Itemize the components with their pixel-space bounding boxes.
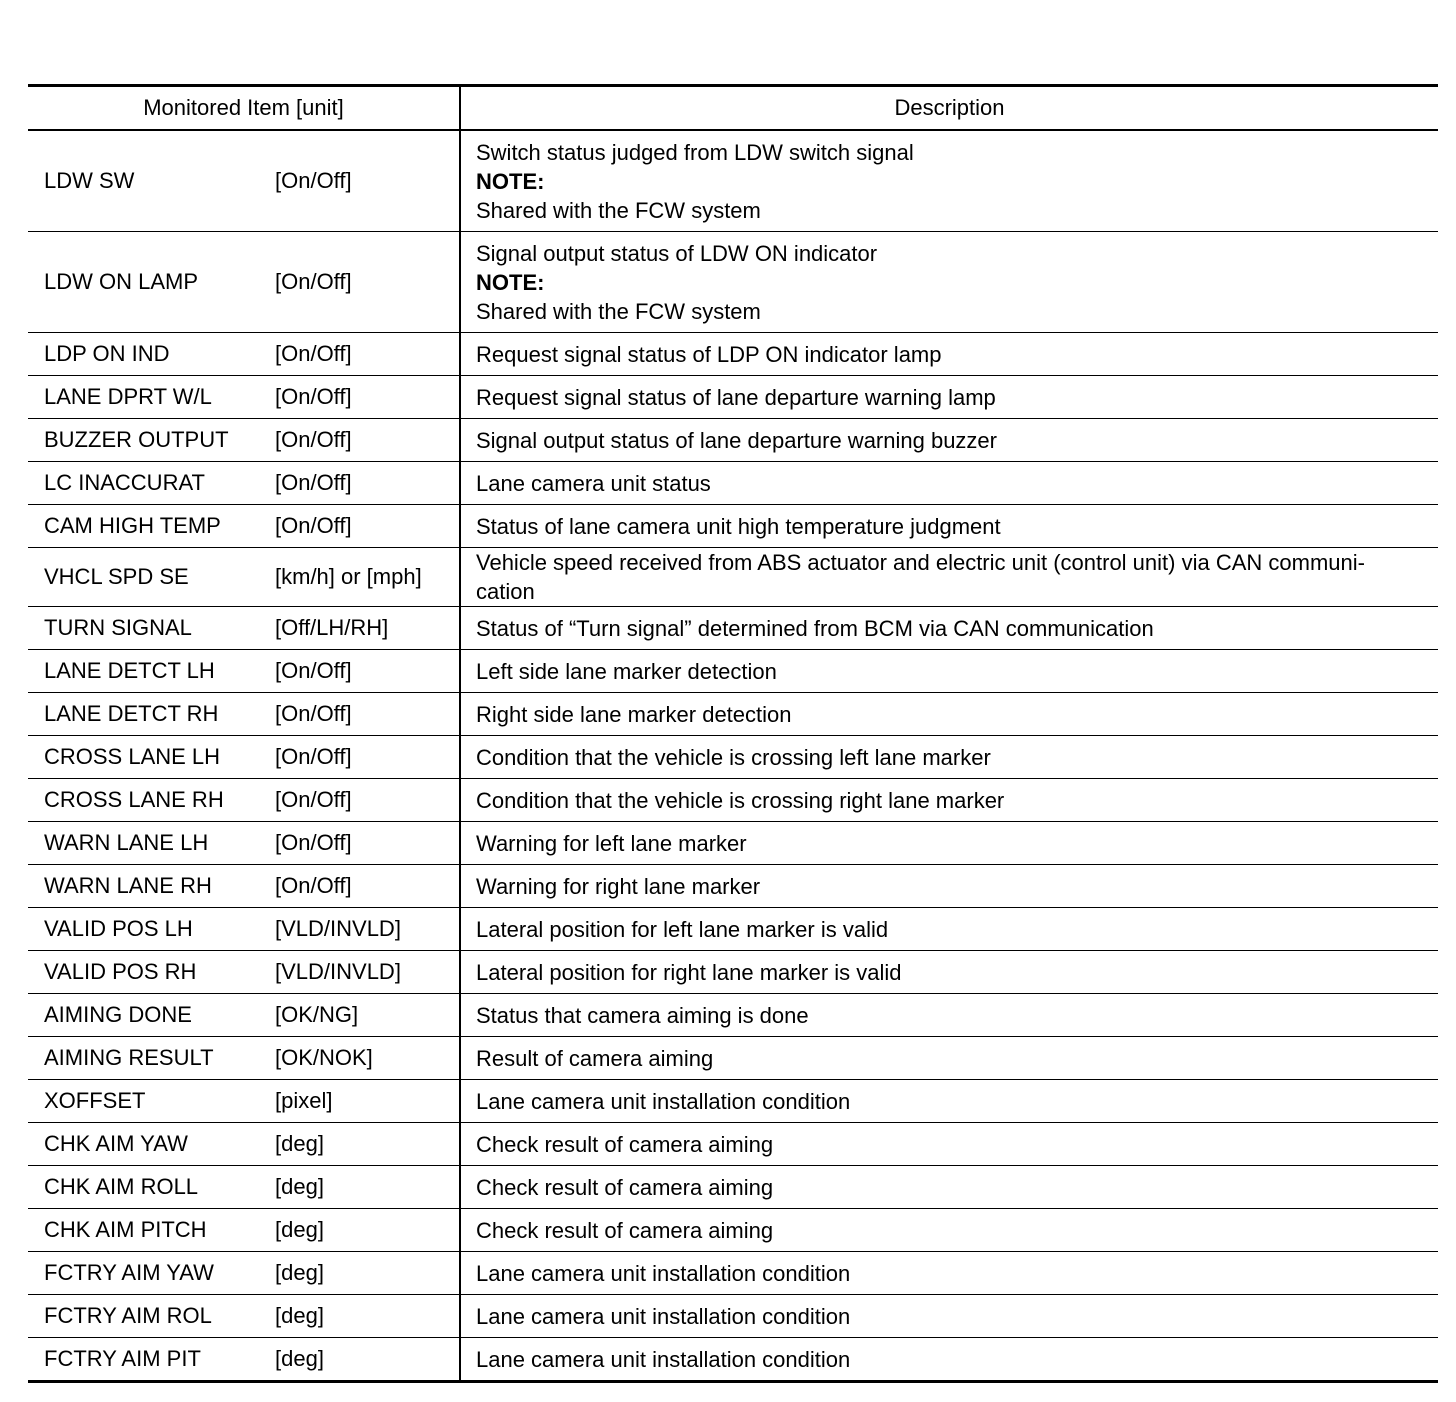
table-row (28, 865, 1438, 908)
description-cell: Check result of camera aiming (460, 1209, 1438, 1252)
item-name: FCTRY AIM PIT (44, 1346, 201, 1371)
item-name: CAM HIGH TEMP (44, 513, 221, 538)
item-unit: [Off/LH/RH] (275, 615, 389, 640)
item-unit: [pixel] (275, 1088, 333, 1113)
description-cell: Lateral position for right lane marker is valid (460, 951, 1438, 994)
item-cell (28, 951, 460, 994)
description-cell: Right side lane marker detection (460, 693, 1438, 736)
table-row (28, 693, 1438, 736)
description-text-cont: cation (476, 579, 535, 604)
item-name: FCTRY AIM ROL (44, 1303, 212, 1328)
description-cell: Request signal status of lane departure warning lamp (460, 376, 1438, 419)
item-cell (28, 865, 460, 908)
item-cell (28, 1166, 460, 1209)
item-unit: [VLD/INVLD] (275, 916, 401, 941)
item-cell (28, 232, 460, 333)
item-unit: [deg] (275, 1346, 324, 1371)
item-cell (28, 1295, 460, 1338)
table-row (28, 822, 1438, 865)
item-unit: [On/Off] (275, 384, 352, 409)
item-unit: [On/Off] (275, 470, 352, 495)
table-row (28, 607, 1438, 650)
item-unit: [On/Off] (275, 269, 352, 294)
item-cell (28, 779, 460, 822)
description-text: Switch status judged from LDW switch signal (476, 139, 914, 165)
description-cell: Lateral position for left lane marker is valid (460, 908, 1438, 951)
item-cell (28, 607, 460, 650)
note-label: NOTE: (476, 168, 545, 194)
item-cell (28, 505, 460, 548)
item-unit: [On/Off] (275, 830, 352, 855)
description-cell (460, 232, 1438, 333)
item-unit: [VLD/INVLD] (275, 959, 401, 984)
item-cell (28, 130, 460, 232)
item-cell (28, 1080, 460, 1123)
item-name: CHK AIM YAW (44, 1131, 188, 1156)
item-unit: [On/Off] (275, 873, 352, 898)
item-unit: [On/Off] (275, 168, 352, 193)
table-row (28, 1080, 1438, 1123)
item-name: VALID POS RH (44, 959, 197, 984)
item-cell (28, 908, 460, 951)
item-cell (28, 376, 460, 419)
item-unit: [deg] (275, 1174, 324, 1199)
table-row (28, 779, 1438, 822)
description-cell: Status of “Turn signal” determined from BCM via CAN communication (460, 607, 1438, 650)
table-row (28, 908, 1438, 951)
item-cell (28, 994, 460, 1037)
item-unit: [On/Off] (275, 341, 352, 366)
item-cell (28, 822, 460, 865)
description-cell: Lane camera unit installation condition (460, 1295, 1438, 1338)
item-name: LANE DETCT RH (44, 701, 219, 726)
item-unit: [OK/NG] (275, 1002, 359, 1027)
item-cell (28, 650, 460, 693)
table-row (28, 1252, 1438, 1295)
item-name: CHK AIM PITCH (44, 1217, 207, 1242)
description-cell: Status that camera aiming is done (460, 994, 1438, 1037)
description-cell: Check result of camera aiming (460, 1123, 1438, 1166)
item-name: WARN LANE RH (44, 873, 212, 898)
description-cell: Check result of camera aiming (460, 1166, 1438, 1209)
item-name: LC INACCURAT (44, 470, 205, 495)
item-name: BUZZER OUTPUT (44, 427, 229, 452)
item-name: AIMING RESULT (44, 1045, 214, 1070)
item-unit: [deg] (275, 1131, 324, 1156)
item-cell (28, 693, 460, 736)
table-row (28, 1166, 1438, 1209)
item-unit: [deg] (275, 1260, 324, 1285)
item-unit: [On/Off] (275, 658, 352, 683)
description-cell: Warning for left lane marker (460, 822, 1438, 865)
item-name: LDP ON IND (44, 341, 170, 366)
item-unit: [On/Off] (275, 701, 352, 726)
item-name: AIMING DONE (44, 1002, 192, 1027)
header-monitored-item: Monitored Item [unit] (28, 86, 460, 131)
description-cell (460, 130, 1438, 232)
table-row (28, 505, 1438, 548)
table-row (28, 1295, 1438, 1338)
item-cell (28, 1252, 460, 1295)
item-name: TURN SIGNAL (44, 615, 192, 640)
note-text: Shared with the FCW system (476, 298, 761, 324)
description-cell: Condition that the vehicle is crossing right lane marker (460, 779, 1438, 822)
item-cell (28, 333, 460, 376)
table-row (28, 548, 1438, 607)
item-unit: [On/Off] (275, 513, 352, 538)
header-description: Description (460, 86, 1438, 131)
item-cell (28, 1209, 460, 1252)
description-cell: Condition that the vehicle is crossing left lane marker (460, 736, 1438, 779)
item-unit: [km/h] or [mph] (275, 564, 422, 589)
description-cell (460, 548, 1438, 607)
monitor-table (28, 84, 1438, 1383)
note-text: Shared with the FCW system (476, 197, 761, 223)
table-row (28, 1209, 1438, 1252)
description-cell: Lane camera unit installation condition (460, 1338, 1438, 1382)
item-name: LANE DETCT LH (44, 658, 215, 683)
item-unit: [deg] (275, 1303, 324, 1328)
item-cell (28, 548, 460, 607)
table-row (28, 130, 1438, 232)
table-row (28, 333, 1438, 376)
item-unit: [On/Off] (275, 787, 352, 812)
description-text: Vehicle speed received from ABS actuator and electric unit (control unit) via CAN communi- (476, 550, 1365, 575)
item-name: VALID POS LH (44, 916, 193, 941)
item-name: LDW SW (44, 168, 135, 193)
item-name: CROSS LANE LH (44, 744, 221, 769)
item-unit: [On/Off] (275, 744, 352, 769)
item-unit: [OK/NOK] (275, 1045, 373, 1070)
monitor-table-container (28, 84, 1438, 1383)
description-cell: Lane camera unit status (460, 462, 1438, 505)
table-row (28, 1338, 1438, 1382)
note-label: NOTE: (476, 269, 545, 295)
item-name: LANE DPRT W/L (44, 384, 212, 409)
table-row (28, 376, 1438, 419)
item-name: CROSS LANE RH (44, 787, 224, 812)
table-row (28, 462, 1438, 505)
table-row (28, 736, 1438, 779)
description-cell: Result of camera aiming (460, 1037, 1438, 1080)
item-name: XOFFSET (44, 1088, 146, 1113)
table-row (28, 650, 1438, 693)
description-cell: Status of lane camera unit high temperature judgment (460, 505, 1438, 548)
table-row (28, 419, 1438, 462)
description-cell: Left side lane marker detection (460, 650, 1438, 693)
item-cell (28, 419, 460, 462)
item-cell (28, 736, 460, 779)
item-name: WARN LANE LH (44, 830, 209, 855)
table-row (28, 1123, 1438, 1166)
item-unit: [On/Off] (275, 427, 352, 452)
description-cell: Signal output status of lane departure warning buzzer (460, 419, 1438, 462)
item-cell (28, 1037, 460, 1080)
description-cell: Lane camera unit installation condition (460, 1252, 1438, 1295)
description-cell: Lane camera unit installation condition (460, 1080, 1438, 1123)
item-unit: [deg] (275, 1217, 324, 1242)
item-name: CHK AIM ROLL (44, 1174, 199, 1199)
item-name: VHCL SPD SE (44, 564, 189, 589)
item-cell (28, 462, 460, 505)
table-row (28, 994, 1438, 1037)
table-row (28, 232, 1438, 333)
table-row (28, 951, 1438, 994)
description-text: Signal output status of LDW ON indicator (476, 240, 878, 266)
item-name: LDW ON LAMP (44, 269, 199, 294)
item-cell (28, 1338, 460, 1382)
item-cell (28, 1123, 460, 1166)
description-cell: Request signal status of LDP ON indicator lamp (460, 333, 1438, 376)
table-header-row (28, 86, 1438, 131)
description-cell: Warning for right lane marker (460, 865, 1438, 908)
table-row (28, 1037, 1438, 1080)
item-name: FCTRY AIM YAW (44, 1260, 214, 1285)
